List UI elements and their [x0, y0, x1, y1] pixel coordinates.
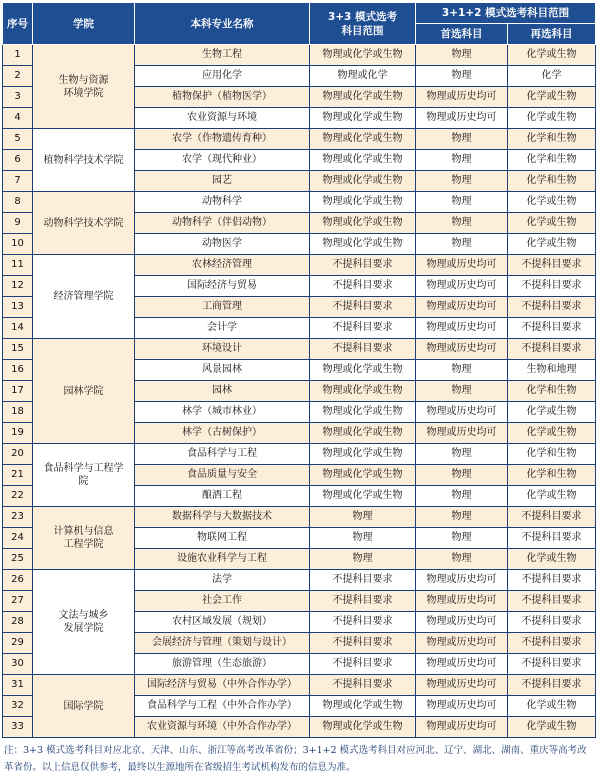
header-mode-312: 3+1+2 模式选考科目范围: [416, 3, 596, 24]
cell-seq: 30: [3, 654, 33, 675]
cell-first-subject: 物理或历史均可: [416, 297, 508, 318]
cell-major: 动物科学（伴侣动物）: [135, 213, 310, 234]
cell-major: 农村区域发展（规划）: [135, 612, 310, 633]
cell-major: 工商管理: [135, 297, 310, 318]
cell-mode-33: 物理或化学或生物: [310, 465, 416, 486]
cell-second-subject: 化学或生物: [508, 717, 596, 738]
cell-seq: 11: [3, 255, 33, 276]
table-row: [3, 339, 596, 360]
cell-seq: 12: [3, 276, 33, 297]
cell-seq: 6: [3, 150, 33, 171]
cell-seq: 16: [3, 360, 33, 381]
cell-second-subject: 化学和生物: [508, 465, 596, 486]
cell-first-subject: 物理或历史均可: [416, 570, 508, 591]
cell-mode-33: 不提科目要求: [310, 318, 416, 339]
cell-first-subject: 物理或历史均可: [416, 87, 508, 108]
table-row: [3, 255, 596, 276]
cell-first-subject: 物理或历史均可: [416, 402, 508, 423]
cell-first-subject: 物理或历史均可: [416, 696, 508, 717]
cell-mode-33: 物理或化学: [310, 66, 416, 87]
cell-second-subject: 不提科目要求: [508, 654, 596, 675]
cell-mode-33: 物理或化学或生物: [310, 360, 416, 381]
cell-mode-33: 物理或化学或生物: [310, 444, 416, 465]
cell-seq: 1: [3, 45, 33, 66]
cell-second-subject: 不提科目要求: [508, 570, 596, 591]
cell-second-subject: 化学和生物: [508, 171, 596, 192]
cell-mode-33: 不提科目要求: [310, 675, 416, 696]
header-mode-33: 3+3 模式选考 科目范围: [310, 3, 416, 45]
cell-mode-33: 物理或化学或生物: [310, 171, 416, 192]
cell-major: 林学（城市林业）: [135, 402, 310, 423]
cell-first-subject: 物理或历史均可: [416, 108, 508, 129]
cell-first-subject: 物理: [416, 234, 508, 255]
cell-seq: 21: [3, 465, 33, 486]
cell-seq: 20: [3, 444, 33, 465]
cell-first-subject: 物理或历史均可: [416, 255, 508, 276]
header-college: 学院: [33, 3, 135, 45]
cell-major: 酿酒工程: [135, 486, 310, 507]
cell-first-subject: 物理或历史均可: [416, 276, 508, 297]
cell-mode-33: 物理或化学或生物: [310, 486, 416, 507]
cell-mode-33: 物理或化学或生物: [310, 150, 416, 171]
cell-second-subject: 不提科目要求: [508, 297, 596, 318]
cell-first-subject: 物理: [416, 66, 508, 87]
cell-first-subject: 物理或历史均可: [416, 633, 508, 654]
cell-seq: 4: [3, 108, 33, 129]
cell-second-subject: 化学或生物: [508, 213, 596, 234]
cell-mode-33: 不提科目要求: [310, 255, 416, 276]
cell-second-subject: 化学或生物: [508, 696, 596, 717]
cell-seq: 27: [3, 591, 33, 612]
cell-mode-33: 不提科目要求: [310, 276, 416, 297]
cell-seq: 15: [3, 339, 33, 360]
cell-major: 设施农业科学与工程: [135, 549, 310, 570]
cell-college: 文法与城乡 发展学院: [33, 570, 135, 675]
cell-college: 生物与资源 环境学院: [33, 45, 135, 129]
cell-second-subject: 化学或生物: [508, 549, 596, 570]
cell-second-subject: 不提科目要求: [508, 339, 596, 360]
cell-seq: 19: [3, 423, 33, 444]
cell-major: 农业资源与环境: [135, 108, 310, 129]
cell-mode-33: 不提科目要求: [310, 591, 416, 612]
cell-second-subject: 不提科目要求: [508, 528, 596, 549]
cell-mode-33: 物理或化学或生物: [310, 381, 416, 402]
cell-first-subject: 物理或历史均可: [416, 675, 508, 696]
cell-mode-33: 物理或化学或生物: [310, 717, 416, 738]
cell-first-subject: 物理: [416, 465, 508, 486]
cell-first-subject: 物理: [416, 381, 508, 402]
cell-major: 植物保护（植物医学）: [135, 87, 310, 108]
cell-major: 动物医学: [135, 234, 310, 255]
cell-seq: 22: [3, 486, 33, 507]
cell-seq: 2: [3, 66, 33, 87]
subject-requirements-document: [2, 2, 595, 776]
cell-first-subject: 物理: [416, 486, 508, 507]
cell-mode-33: 物理或化学或生物: [310, 45, 416, 66]
cell-college: 动物科学技术学院: [33, 192, 135, 255]
cell-seq: 24: [3, 528, 33, 549]
cell-mode-33: 物理或化学或生物: [310, 213, 416, 234]
cell-first-subject: 物理: [416, 549, 508, 570]
header-second-subject: 再选科目: [508, 24, 596, 45]
cell-major: 数据科学与大数据技术: [135, 507, 310, 528]
cell-second-subject: 化学或生物: [508, 234, 596, 255]
cell-major: 食品科学与工程（中外合作办学）: [135, 696, 310, 717]
cell-major: 会计学: [135, 318, 310, 339]
cell-mode-33: 物理或化学或生物: [310, 402, 416, 423]
cell-major: 食品质量与安全: [135, 465, 310, 486]
cell-mode-33: 不提科目要求: [310, 612, 416, 633]
cell-first-subject: 物理: [416, 360, 508, 381]
cell-first-subject: 物理或历史均可: [416, 318, 508, 339]
header-seq: 序号: [3, 3, 33, 45]
table-row: [3, 129, 596, 150]
table-row: [3, 507, 596, 528]
cell-seq: 13: [3, 297, 33, 318]
header-first-subject: 首选科目: [416, 24, 508, 45]
table-row: [3, 45, 596, 66]
cell-first-subject: 物理: [416, 213, 508, 234]
cell-second-subject: 化学或生物: [508, 192, 596, 213]
cell-seq: 33: [3, 717, 33, 738]
cell-mode-33: 物理: [310, 528, 416, 549]
cell-seq: 29: [3, 633, 33, 654]
cell-mode-33: 不提科目要求: [310, 633, 416, 654]
cell-major: 园林: [135, 381, 310, 402]
cell-major: 旅游管理（生态旅游）: [135, 654, 310, 675]
cell-major: 会展经济与管理（策划与设计）: [135, 633, 310, 654]
cell-college: 计算机与信息 工程学院: [33, 507, 135, 570]
cell-first-subject: 物理或历史均可: [416, 654, 508, 675]
cell-second-subject: 不提科目要求: [508, 255, 596, 276]
cell-major: 动物科学: [135, 192, 310, 213]
cell-second-subject: 化学和生物: [508, 381, 596, 402]
cell-second-subject: 不提科目要求: [508, 612, 596, 633]
cell-seq: 32: [3, 696, 33, 717]
cell-second-subject: 化学和生物: [508, 444, 596, 465]
cell-second-subject: 不提科目要求: [508, 633, 596, 654]
cell-first-subject: 物理: [416, 171, 508, 192]
cell-mode-33: 物理或化学或生物: [310, 234, 416, 255]
footnote: 注：3+3 模式选考科目对应北京、天津、山东、浙江等高考改革省份；3+1+2 模式选考科目对应河北、辽宁、湖北、湖南、重庆等高考改革省份。以上信息仅供参考，最终以生源地所在省级招生考试机构发布的信息为准。: [4, 745, 587, 773]
cell-seq: 5: [3, 129, 33, 150]
cell-seq: 14: [3, 318, 33, 339]
cell-seq: 3: [3, 87, 33, 108]
cell-seq: 7: [3, 171, 33, 192]
cell-mode-33: 不提科目要求: [310, 654, 416, 675]
cell-major: 农业资源与环境（中外合作办学）: [135, 717, 310, 738]
cell-first-subject: 物理或历史均可: [416, 717, 508, 738]
table-row: [3, 444, 596, 465]
table-body: [3, 45, 596, 738]
cell-mode-33: 物理或化学或生物: [310, 192, 416, 213]
cell-second-subject: 化学或生物: [508, 108, 596, 129]
cell-first-subject: 物理: [416, 150, 508, 171]
cell-seq: 10: [3, 234, 33, 255]
cell-major: 法学: [135, 570, 310, 591]
cell-second-subject: 不提科目要求: [508, 318, 596, 339]
cell-seq: 25: [3, 549, 33, 570]
cell-mode-33: 不提科目要求: [310, 297, 416, 318]
cell-college: 食品科学与工程学 院: [33, 444, 135, 507]
cell-college: 植物科学技术学院: [33, 129, 135, 192]
table-row: [3, 192, 596, 213]
cell-mode-33: 物理: [310, 507, 416, 528]
cell-major: 物联网工程: [135, 528, 310, 549]
cell-second-subject: 化学和生物: [508, 150, 596, 171]
cell-first-subject: 物理: [416, 129, 508, 150]
cell-college: 园林学院: [33, 339, 135, 444]
cell-first-subject: 物理: [416, 45, 508, 66]
cell-major: 食品科学与工程: [135, 444, 310, 465]
cell-major: 农学（现代种业）: [135, 150, 310, 171]
cell-second-subject: 化学: [508, 66, 596, 87]
cell-second-subject: 化学或生物: [508, 486, 596, 507]
cell-second-subject: 化学或生物: [508, 45, 596, 66]
cell-second-subject: 不提科目要求: [508, 507, 596, 528]
cell-major: 应用化学: [135, 66, 310, 87]
cell-seq: 23: [3, 507, 33, 528]
header-major: 本科专业名称: [135, 3, 310, 45]
cell-seq: 17: [3, 381, 33, 402]
subject-requirements-table: [2, 2, 596, 738]
cell-mode-33: 物理或化学或生物: [310, 129, 416, 150]
cell-major: 国际经济与贸易（中外合作办学）: [135, 675, 310, 696]
cell-second-subject: 化学和生物: [508, 129, 596, 150]
cell-mode-33: 物理: [310, 549, 416, 570]
table-row: [3, 675, 596, 696]
cell-second-subject: 不提科目要求: [508, 276, 596, 297]
cell-seq: 18: [3, 402, 33, 423]
cell-second-subject: 不提科目要求: [508, 591, 596, 612]
cell-first-subject: 物理: [416, 528, 508, 549]
cell-first-subject: 物理或历史均可: [416, 423, 508, 444]
cell-second-subject: 不提科目要求: [508, 675, 596, 696]
cell-mode-33: 物理或化学或生物: [310, 423, 416, 444]
cell-first-subject: 物理: [416, 192, 508, 213]
cell-mode-33: 不提科目要求: [310, 339, 416, 360]
cell-first-subject: 物理或历史均可: [416, 339, 508, 360]
cell-seq: 26: [3, 570, 33, 591]
cell-seq: 31: [3, 675, 33, 696]
cell-first-subject: 物理: [416, 507, 508, 528]
cell-major: 生物工程: [135, 45, 310, 66]
cell-seq: 8: [3, 192, 33, 213]
cell-major: 风景园林: [135, 360, 310, 381]
cell-major: 环境设计: [135, 339, 310, 360]
cell-first-subject: 物理或历史均可: [416, 591, 508, 612]
cell-mode-33: 物理或化学或生物: [310, 108, 416, 129]
table-row: [3, 570, 596, 591]
cell-first-subject: 物理或历史均可: [416, 612, 508, 633]
cell-second-subject: 化学或生物: [508, 402, 596, 423]
cell-second-subject: 生物和地理: [508, 360, 596, 381]
cell-major: 农学（作物遗传育种）: [135, 129, 310, 150]
cell-mode-33: 物理或化学或生物: [310, 87, 416, 108]
cell-seq: 28: [3, 612, 33, 633]
cell-seq: 9: [3, 213, 33, 234]
cell-second-subject: 化学或生物: [508, 87, 596, 108]
cell-mode-33: 不提科目要求: [310, 570, 416, 591]
cell-second-subject: 化学或生物: [508, 423, 596, 444]
cell-major: 林学（古树保护）: [135, 423, 310, 444]
cell-college: 经济管理学院: [33, 255, 135, 339]
cell-major: 社会工作: [135, 591, 310, 612]
cell-first-subject: 物理: [416, 444, 508, 465]
cell-major: 国际经济与贸易: [135, 276, 310, 297]
cell-major: 园艺: [135, 171, 310, 192]
cell-major: 农林经济管理: [135, 255, 310, 276]
cell-college: 国际学院: [33, 675, 135, 738]
cell-mode-33: 物理或化学或生物: [310, 696, 416, 717]
